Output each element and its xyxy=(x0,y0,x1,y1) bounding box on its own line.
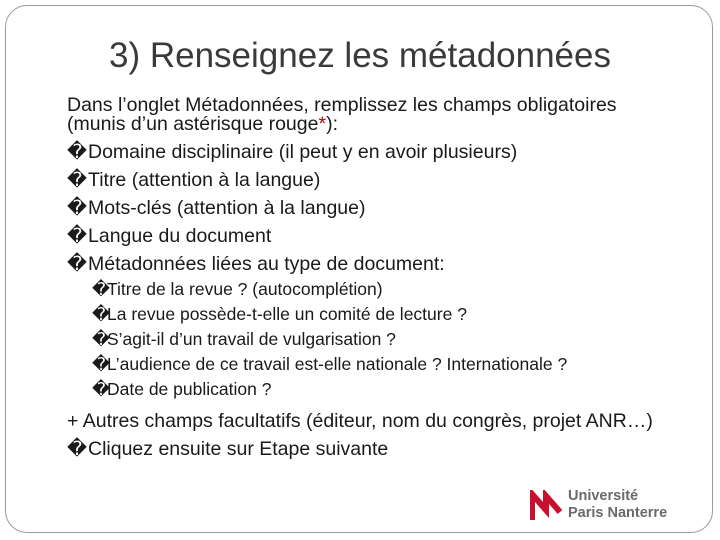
intro-paragraph xyxy=(67,96,667,134)
bullet-next-step xyxy=(67,440,667,459)
sub-bullet-glyph: � xyxy=(92,279,110,299)
slide-title: 3) Renseignez les métadonnées xyxy=(109,36,611,75)
bullet-text: Titre (attention à la langue) xyxy=(88,169,321,191)
optional-fields-note: + Autres champs facultatifs (éditeur, nom du congrès, projet ANR…) xyxy=(67,410,653,432)
sub-bullet-glyph: � xyxy=(92,304,110,324)
sub-bullet-list xyxy=(92,281,667,398)
bullet-text: Langue du document xyxy=(88,225,272,247)
sub-bullet-publication-date xyxy=(92,381,667,398)
sub-bullet-text: Date de publication ? xyxy=(107,379,272,399)
sub-bullet-glyph: � xyxy=(92,329,110,349)
bullet-glyph: � xyxy=(67,141,87,163)
bullet-keywords xyxy=(67,199,667,218)
sub-bullet-text: L’audience de ce travail est-elle nationale ? Internationale ? xyxy=(107,354,568,374)
sub-bullet-popularization xyxy=(92,331,667,348)
bullet-glyph: � xyxy=(67,225,87,247)
intro-text: Dans l’onglet Métadonnées, remplissez les champs obligatoires (munis d’un astérisque rouge xyxy=(67,94,617,135)
required-asterisk: * xyxy=(318,113,327,135)
sub-bullet-text: La revue possède-t-elle un comité de lecture ? xyxy=(107,304,467,324)
university-logo-line1: Université xyxy=(568,488,639,504)
sub-bullet-text: S’agit-il d’un travail de vulgarisation ? xyxy=(107,329,396,349)
bullet-doc-type-metadata xyxy=(67,255,667,274)
sub-bullet-peer-review xyxy=(92,306,667,323)
university-logo-line2: Paris Nanterre xyxy=(568,505,668,521)
bullet-glyph: � xyxy=(67,438,87,460)
sub-bullet-audience xyxy=(92,356,667,373)
bullet-text: Métadonnées liées au type de document: xyxy=(88,253,445,275)
sub-bullet-journal-title xyxy=(92,281,667,298)
bullet-glyph: � xyxy=(67,169,87,191)
bullet-glyph: � xyxy=(67,197,87,219)
sub-bullet-glyph: � xyxy=(92,354,110,374)
bullet-domain xyxy=(67,143,667,162)
sub-bullet-text: Titre de la revue ? (autocomplétion) xyxy=(107,279,383,299)
intro-end: ): xyxy=(326,113,338,135)
university-logo xyxy=(530,488,690,528)
university-logo-mark-icon xyxy=(530,490,562,522)
slide-content xyxy=(67,96,667,468)
bullet-text: Cliquez ensuite sur Etape suivante xyxy=(88,438,389,460)
bullet-language xyxy=(67,227,667,246)
university-logo-text xyxy=(568,488,667,522)
bullet-text: Mots-clés (attention à la langue) xyxy=(88,197,366,219)
sub-bullet-glyph: � xyxy=(92,379,110,399)
bullet-text: Domaine disciplinaire (il peut y en avoir plusieurs) xyxy=(88,141,518,163)
bullet-glyph: � xyxy=(67,253,87,275)
bullet-title xyxy=(67,171,667,190)
